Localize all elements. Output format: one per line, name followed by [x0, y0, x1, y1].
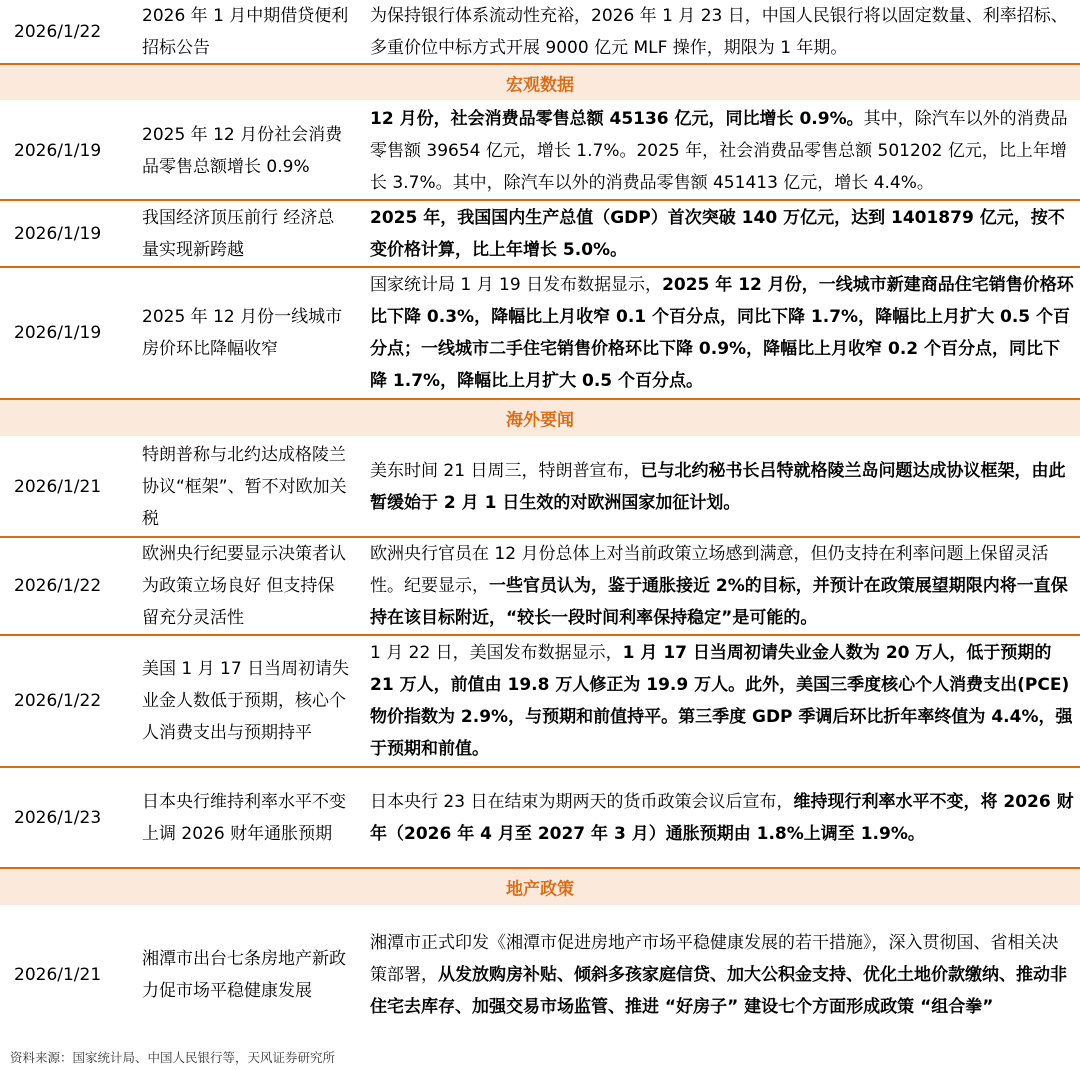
row-content — [356, 907, 1080, 1043]
source-note: 资料来源：国家统计局、中国人民银行等，天风证券研究所 — [10, 1050, 336, 1065]
row-date: 2026/1/23 — [14, 807, 102, 828]
content-segment: 已与北约秘书长吕特就格陵兰岛问题达成协议框架，由此暂缓始于 2 月 1 日生效的对欧洲国家加征计划。 — [370, 461, 1066, 513]
row-date: 2026/1/22 — [14, 21, 102, 42]
content-segment: 1 月 17 日当周初请失业金人数为 20 万人，低于预期的 21 万人，前值由 19.8 万人修正为 19.9 万人。此外，美国三季度核心个人消费支出(PCE)物价指数为 2.9%，与预期和前值持平。第三季度 GDP 季调后环比折年率终值为 4.4%，强于预期和前值。 — [370, 643, 1073, 759]
table-row — [0, 768, 1080, 869]
row-title: 日本央行维持利率水平不变 上调 2026 财年通胀预期 — [142, 791, 346, 844]
section-title: 海外要闻 — [506, 410, 574, 431]
content-segment: 1 月 22 日，美国发布数据显示， — [370, 643, 623, 663]
table-row — [0, 438, 1080, 538]
table-row — [0, 201, 1080, 268]
row-title: 我国经济顶压前行 经济总量实现新跨越 — [142, 207, 335, 260]
table-row — [0, 268, 1080, 400]
row-title: 2025 年 12 月份一线城市房价环比降幅收窄 — [142, 307, 343, 359]
table-row — [0, 907, 1080, 1043]
content-segment: 一些官员认为，鉴于通胀接近 2%的目标，并预计在政策展望期限内将一直保持在该目标附近，“较长一段时间利率保持稳定”是可能的。 — [370, 576, 1068, 628]
table-row — [0, 636, 1080, 768]
content-segment: 国家统计局 1 月 19 日发布数据显示， — [370, 275, 663, 295]
row-content — [356, 268, 1080, 398]
content-segment: 2025 年 12 月份，一线城市新建商品住宅销售价格环比下降 0.3%，降幅比上月收窄 0.1 个百分点，同比下降 1.7%，降幅比上月扩大 0.5 个百分点；一线城市二手住宅销售价格环比下降 0.9%，降幅比上月收窄 0.2 个百分点，同比下降 1.7%，降幅比上月扩大 0.5 个百分点。 — [370, 275, 1074, 391]
section-header — [0, 869, 1080, 907]
content-segment: 维持现行利率水平不变，将 2026 财年（2026 年 4 月至 2027 年 3 月）通胀预期由 1.8%上调至 1.9%。 — [370, 791, 1074, 844]
content-segment: 美东时间 21 日周三，特朗普宣布， — [370, 461, 641, 481]
row-date: 2026/1/19 — [14, 140, 102, 161]
row-content — [356, 636, 1080, 766]
row-date: 2026/1/21 — [14, 965, 102, 985]
content-segment: 湘潭市正式印发《湘潭市促进房地产市场平稳健康发展的若干措施》，深入贯彻国、省相关决策部署， — [370, 933, 1059, 985]
table-row — [0, 538, 1080, 636]
section-header — [0, 65, 1080, 102]
row-date: 2026/1/21 — [14, 477, 102, 497]
section-title: 地产政策 — [506, 879, 574, 900]
row-title: 美国 1 月 17 日当周初请失业金人数低于预期，核心个人消费支出与预期持平 — [142, 659, 350, 743]
row-content — [356, 768, 1080, 867]
row-content — [356, 538, 1080, 634]
row-title: 特朗普称与北约达成格陵兰协议“框架”、暂不对欧加关税 — [142, 445, 347, 529]
content-segment: 欧洲央行官员在 12 月份总体上对当前政策立场感到满意，但仍支持在利率问题上保留灵活性。纪要显示， — [370, 544, 1049, 596]
row-content — [356, 0, 1080, 63]
content-segment: 为保持银行体系流动性充裕，2026 年 1 月 23 日，中国人民银行将以固定数量、利率招标、多重价位中标方式开展 9000 亿元 MLF 操作，期限为 1 年期。 — [370, 5, 1068, 58]
row-title: 湘潭市出台七条房地产新政 力促市场平稳健康发展 — [142, 949, 346, 1001]
content-segment: 从发放购房补贴、倾斜多孩家庭信贷、加大公积金支持、优化土地价款缴纳、推动非住宅去库存、加强交易市场监管、推进 “好房子” 建设七个方面形成政策 “组合拳” — [370, 965, 1067, 1017]
table-row — [0, 102, 1080, 201]
row-content — [356, 102, 1080, 199]
content-segment: 2025 年，我国国内生产总值（GDP）首次突破 140 万亿元，达到 1401879 亿元，按不变价格计算，比上年增长 5.0%。 — [370, 207, 1065, 260]
section-header — [0, 400, 1080, 438]
row-title: 欧洲央行纪要显示决策者认为政策立场良好 但支持保留充分灵活性 — [142, 544, 346, 628]
row-content — [356, 201, 1080, 266]
content-segment: 其中，除汽车以外的消费品零售额 39654 亿元，增长 1.7%。2025 年，社会消费品零售总额 501202 亿元，比上年增长 3.7%。其中，除汽车以外的消费品零售额 451413 亿元，增长 4.4%。 — [370, 108, 1068, 193]
row-date: 2026/1/22 — [14, 576, 102, 596]
content-segment: 12 月份，社会消费品零售总额 45136 亿元，同比增长 0.9%。 — [370, 108, 864, 129]
content-segment: 日本央行 23 日在结束为期两天的货币政策会议后宣布， — [370, 791, 794, 812]
row-date: 2026/1/22 — [14, 691, 102, 711]
row-title: 2026 年 1 月中期借贷便利招标公告 — [142, 5, 349, 58]
row-content — [356, 438, 1080, 536]
row-date: 2026/1/19 — [14, 223, 102, 244]
section-title: 宏观数据 — [506, 75, 574, 95]
table-row — [0, 0, 1080, 65]
row-title: 2025 年 12 月份社会消费品零售总额增长 0.9% — [142, 124, 343, 177]
row-date: 2026/1/19 — [14, 323, 102, 343]
